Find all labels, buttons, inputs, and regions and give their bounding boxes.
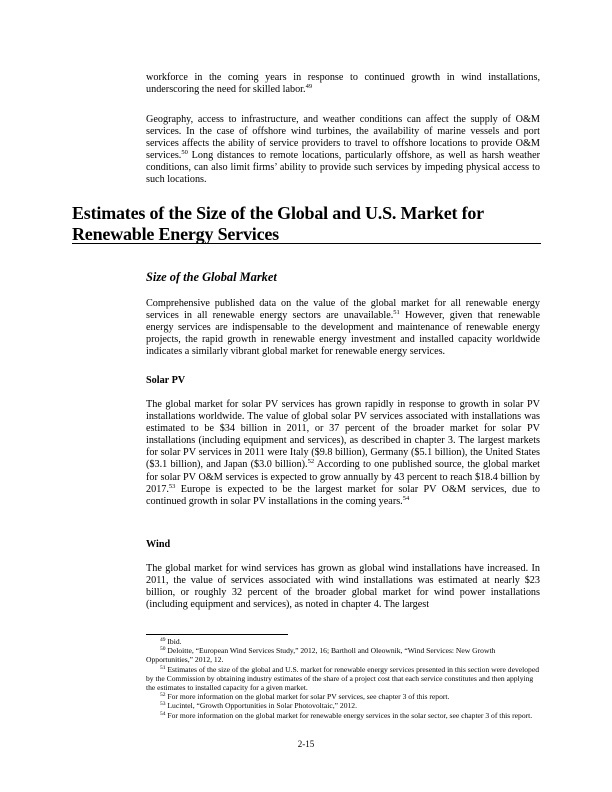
footnote-text: Ibid.	[165, 637, 182, 646]
wind-heading: Wind	[146, 539, 171, 550]
intro-paragraph-1-text: workforce in the coming years in response to continued growth in wind installations, underscoring the need for skilled labor.	[146, 72, 540, 96]
footnote-text: Estimates of the size of the global and U.S. market for renewable energy services presented in this section were developed by the Commission by obtaining industry estimates of the share of a project cost that each service constitutes and then applying the estimates to installed capacity for a given market.	[146, 664, 540, 693]
footnote-ref-52: 52	[307, 458, 315, 466]
footnote-ref-49: 49	[305, 83, 313, 91]
solar-pv-paragraph	[146, 399, 540, 508]
footnote-number: 53	[160, 701, 166, 708]
global-market-text-b: However, given that renewable energy services are indispensable to the development and maintenance of renewable energy projects, the rapid growth in renewable energy investment and installed capacity worldwide indicates a similarly vibrant global market for renewable energy services.	[146, 310, 540, 358]
footnote-separator	[146, 634, 288, 635]
footnote-number: 49	[160, 637, 166, 643]
footnote-50	[146, 646, 540, 664]
footnote-number: 50	[160, 646, 166, 653]
footnote-ref-54: 54	[402, 494, 410, 502]
intro-paragraph-2-text-a: Geography, access to infrastructure, and weather conditions can affect the supply of O&M services. In the case of offshore wind turbines, the availability of marine vessels and port services affects the ability of service providers to travel to offshore locations to provide O&M services.	[146, 114, 540, 162]
page-number: 2-15	[297, 739, 315, 749]
section-heading: Estimates of the Size of the Global and U.S. Market for Renewable Energy Services	[72, 203, 484, 244]
footnote-number: 54	[160, 710, 166, 717]
footnote-49	[146, 637, 540, 646]
section-heading-rule	[72, 243, 541, 244]
footnote-52	[146, 692, 540, 701]
footnote-text: Lucintel, “Growth Opportunities in Solar Photovoltaic,” 2012.	[165, 701, 358, 711]
global-market-paragraph	[146, 298, 540, 358]
footnote-text: Deloitte, “European Wind Services Study,” 2012, 16; Bartholl and Oleownik, “Wind Services: New Growth Opportunities,” 2012, 12.	[146, 646, 496, 665]
intro-paragraph-1	[146, 72, 540, 96]
wind-text: The global market for wind services has grown as global wind installations have increased. In 2011, the value of services associated with wind installations was estimated at nearly $23 billion, or roughly 32 percent of the broader global market for wind power installations (including equipment and services), as noted in chapter 4. The largest	[146, 563, 540, 611]
footnote-53	[146, 701, 540, 710]
solar-pv-text-a: The global market for solar PV services has grown rapidly in response to growth in solar PV installations worldwide. The value of global solar PV services associated with installations was estimated to be $34 billion in 2011, or 37 percent of the broader market for solar PV installations (including equipment and services), as described in chapter 3. The largest markets for solar PV services in 2011 were Italy ($9.8 billion), Germany ($5.1 billion), the United States ($3.1 billion), and Japan ($3.0 billion).	[146, 399, 540, 471]
footnote-number: 52	[160, 692, 166, 699]
solar-pv-text-c: Europe is expected to be the largest market for solar PV O&M services, due to continued growth in solar PV installations in the coming years.	[146, 483, 540, 507]
footnote-number: 51	[160, 664, 166, 671]
footnote-ref-50: 50	[181, 149, 188, 157]
wind-paragraph	[146, 563, 540, 611]
footnote-ref-53: 53	[168, 482, 176, 490]
solar-pv-text-b: According to one published source, the global market for solar PV O&M services is expected to grow annually by 43 percent to reach $18.4 billion by 2017.	[146, 459, 540, 495]
global-market-heading: Size of the Global Market	[146, 270, 277, 284]
footnotes	[146, 637, 540, 720]
footnote-ref-51: 51	[393, 309, 400, 317]
footnote-text: For more information on the global market for solar PV services, see chapter 3 of this report.	[165, 692, 450, 702]
footnote-51	[146, 665, 540, 693]
intro-paragraph-2	[146, 114, 540, 187]
solar-pv-heading: Solar PV	[146, 375, 186, 386]
footnote-text: For more information on the global market for renewable energy services in the solar sector, see chapter 3 of this report.	[165, 710, 533, 720]
intro-paragraph-2-text-b: Long distances to remote locations, particularly offshore, as well as harsh weather conditions, can also limit firms’ ability to provide such services by impeding physical access to such locations.	[146, 150, 540, 186]
footnote-54	[146, 711, 540, 720]
global-market-text-a: Comprehensive published data on the value of the global market for all renewable energy services in all renewable energy sectors are unavailable.	[146, 298, 540, 322]
